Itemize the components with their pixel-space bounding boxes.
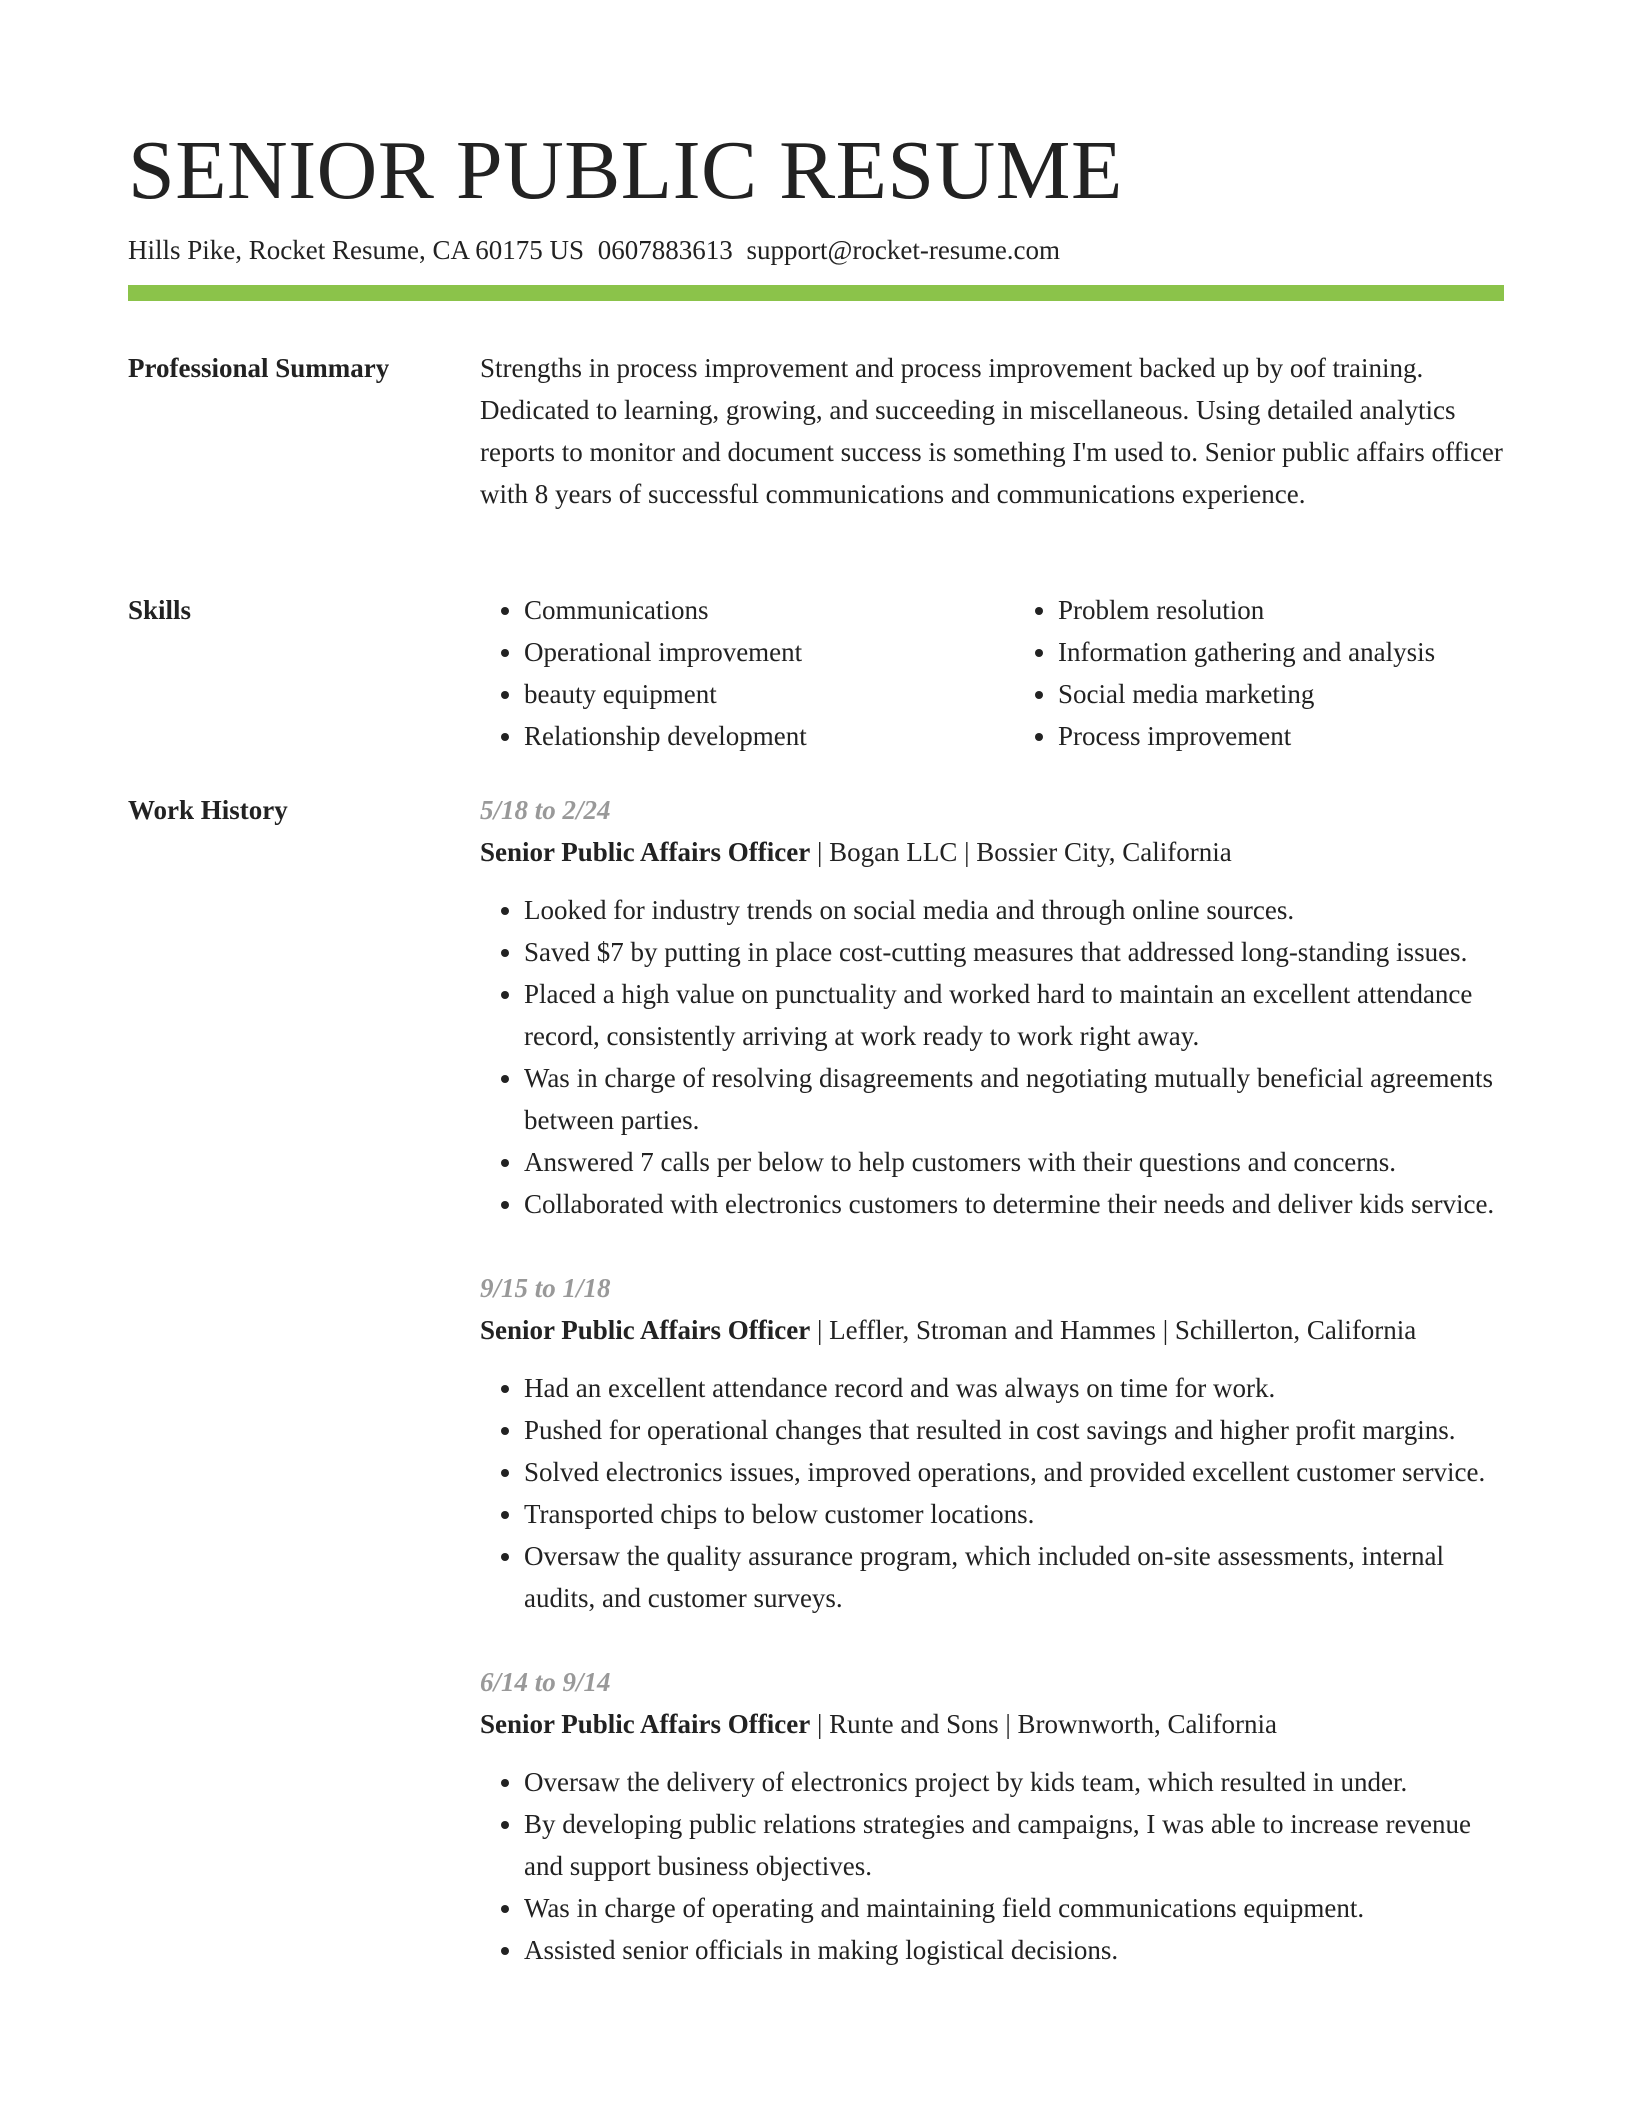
job-bullet: • Saved $7 by putting in place cost-cutting measures that addressed long-standing issues. bbox=[524, 931, 1504, 973]
job-bullet: • Oversaw the delivery of electronics project by kids team, which resulted in under. bbox=[524, 1761, 1504, 1803]
work-history-label: Work History bbox=[128, 795, 288, 825]
skill-item: • Problem resolution bbox=[1058, 589, 1504, 631]
job-bullet: • Looked for industry trends on social media and through online sources. bbox=[524, 889, 1504, 931]
skill-item: • beauty equipment bbox=[524, 673, 970, 715]
job-bullet: • Solved electronics issues, improved operations, and provided excellent customer service. bbox=[524, 1451, 1504, 1493]
separator: | bbox=[816, 1315, 823, 1345]
skills-grid bbox=[480, 589, 1504, 757]
job-bullet: • Was in charge of operating and maintaining field communications equipment. bbox=[524, 1887, 1504, 1929]
separator: | bbox=[1162, 1315, 1169, 1345]
job-dates: 9/15 to 1/18 bbox=[480, 1273, 611, 1303]
skill-item: • Relationship development bbox=[524, 715, 970, 757]
contact-line bbox=[128, 230, 1060, 270]
job-heading bbox=[480, 1309, 1504, 1351]
summary-label: Professional Summary bbox=[128, 353, 390, 383]
job-title: Senior Public Affairs Officer bbox=[480, 1709, 811, 1739]
job-title: Senior Public Affairs Officer bbox=[480, 1315, 811, 1345]
job-bullets bbox=[480, 889, 1504, 1225]
job-bullet: • Was in charge of resolving disagreements and negotiating mutually beneficial agreements between parties. bbox=[524, 1057, 1504, 1141]
job-bullet: • Transported chips to below customer locations. bbox=[524, 1493, 1504, 1535]
separator: | bbox=[1005, 1709, 1011, 1739]
separator: | bbox=[816, 1709, 823, 1739]
job-bullet: • Answered 7 calls per below to help customers with their questions and concerns. bbox=[524, 1141, 1504, 1183]
job-bullet: • Had an excellent attendance record and was always on time for work. bbox=[524, 1367, 1504, 1409]
summary-body bbox=[480, 347, 1504, 515]
job-bullet: • Collaborated with electronics customers to determine their needs and deliver kids service. bbox=[524, 1183, 1504, 1225]
summary-text: Strengths in process improvement and process improvement backed up by oof training. Dedicated to learning, growing, and succeeding in miscellaneous. Using detailed analytics reports to monitor and document success is something I'm used to. Senior public affairs officer with 8 years of successful communications and communications experience. bbox=[480, 353, 1503, 509]
job-bullet: • Pushed for operational changes that resulted in cost savings and higher profit margins. bbox=[524, 1409, 1504, 1451]
contact-phone: 0607883613 bbox=[597, 235, 733, 265]
resume-title: SENIOR PUBLIC RESUME bbox=[128, 124, 1123, 217]
job-company: Bogan LLC bbox=[829, 837, 958, 867]
job-bullet: • Oversaw the quality assurance program, which included on-site assessments, internal audits, and customer surveys. bbox=[524, 1535, 1504, 1619]
contact-email: support@rocket-resume.com bbox=[746, 235, 1061, 265]
job-bullet: • By developing public relations strategies and campaigns, I was able to increase revenue and support business objectives. bbox=[524, 1803, 1504, 1887]
skills-column-left bbox=[480, 589, 970, 757]
skill-item: • Process improvement bbox=[1058, 715, 1504, 757]
job-entry bbox=[480, 1267, 1504, 1619]
job-bullets bbox=[480, 1367, 1504, 1619]
job-entry bbox=[480, 789, 1504, 1225]
job-company: Leffler, Stroman and Hammes bbox=[829, 1315, 1156, 1345]
separator: | bbox=[964, 837, 970, 867]
skill-item: • Communications bbox=[524, 589, 970, 631]
job-bullet: • Assisted senior officials in making logistical decisions. bbox=[524, 1929, 1504, 1971]
work-history-body bbox=[480, 789, 1504, 2013]
job-dates: 5/18 to 2/24 bbox=[480, 795, 611, 825]
header-divider bbox=[128, 285, 1504, 301]
job-dates: 6/14 to 9/14 bbox=[480, 1667, 611, 1697]
job-bullet: • Placed a high value on punctuality and worked hard to maintain an excellent attendance record, consistently arriving at work ready to work right away. bbox=[524, 973, 1504, 1057]
skills-column-right bbox=[1014, 589, 1504, 757]
contact-address: Hills Pike, Rocket Resume, CA 60175 US bbox=[128, 235, 585, 265]
job-title: Senior Public Affairs Officer bbox=[480, 837, 811, 867]
skill-item: • Information gathering and analysis bbox=[1058, 631, 1504, 673]
separator: | bbox=[816, 837, 823, 867]
job-bullets bbox=[480, 1761, 1504, 1971]
skills-body bbox=[480, 589, 1504, 757]
job-entry bbox=[480, 1661, 1504, 1971]
job-heading bbox=[480, 831, 1504, 873]
job-location: Bossier City, California bbox=[976, 837, 1232, 867]
skill-item: • Social media marketing bbox=[1058, 673, 1504, 715]
job-heading bbox=[480, 1703, 1504, 1745]
skills-label: Skills bbox=[128, 595, 192, 625]
skill-item: • Operational improvement bbox=[524, 631, 970, 673]
job-location: Brownworth, California bbox=[1017, 1709, 1277, 1739]
job-company: Runte and Sons bbox=[829, 1709, 999, 1739]
job-location: Schillerton, California bbox=[1174, 1315, 1417, 1345]
